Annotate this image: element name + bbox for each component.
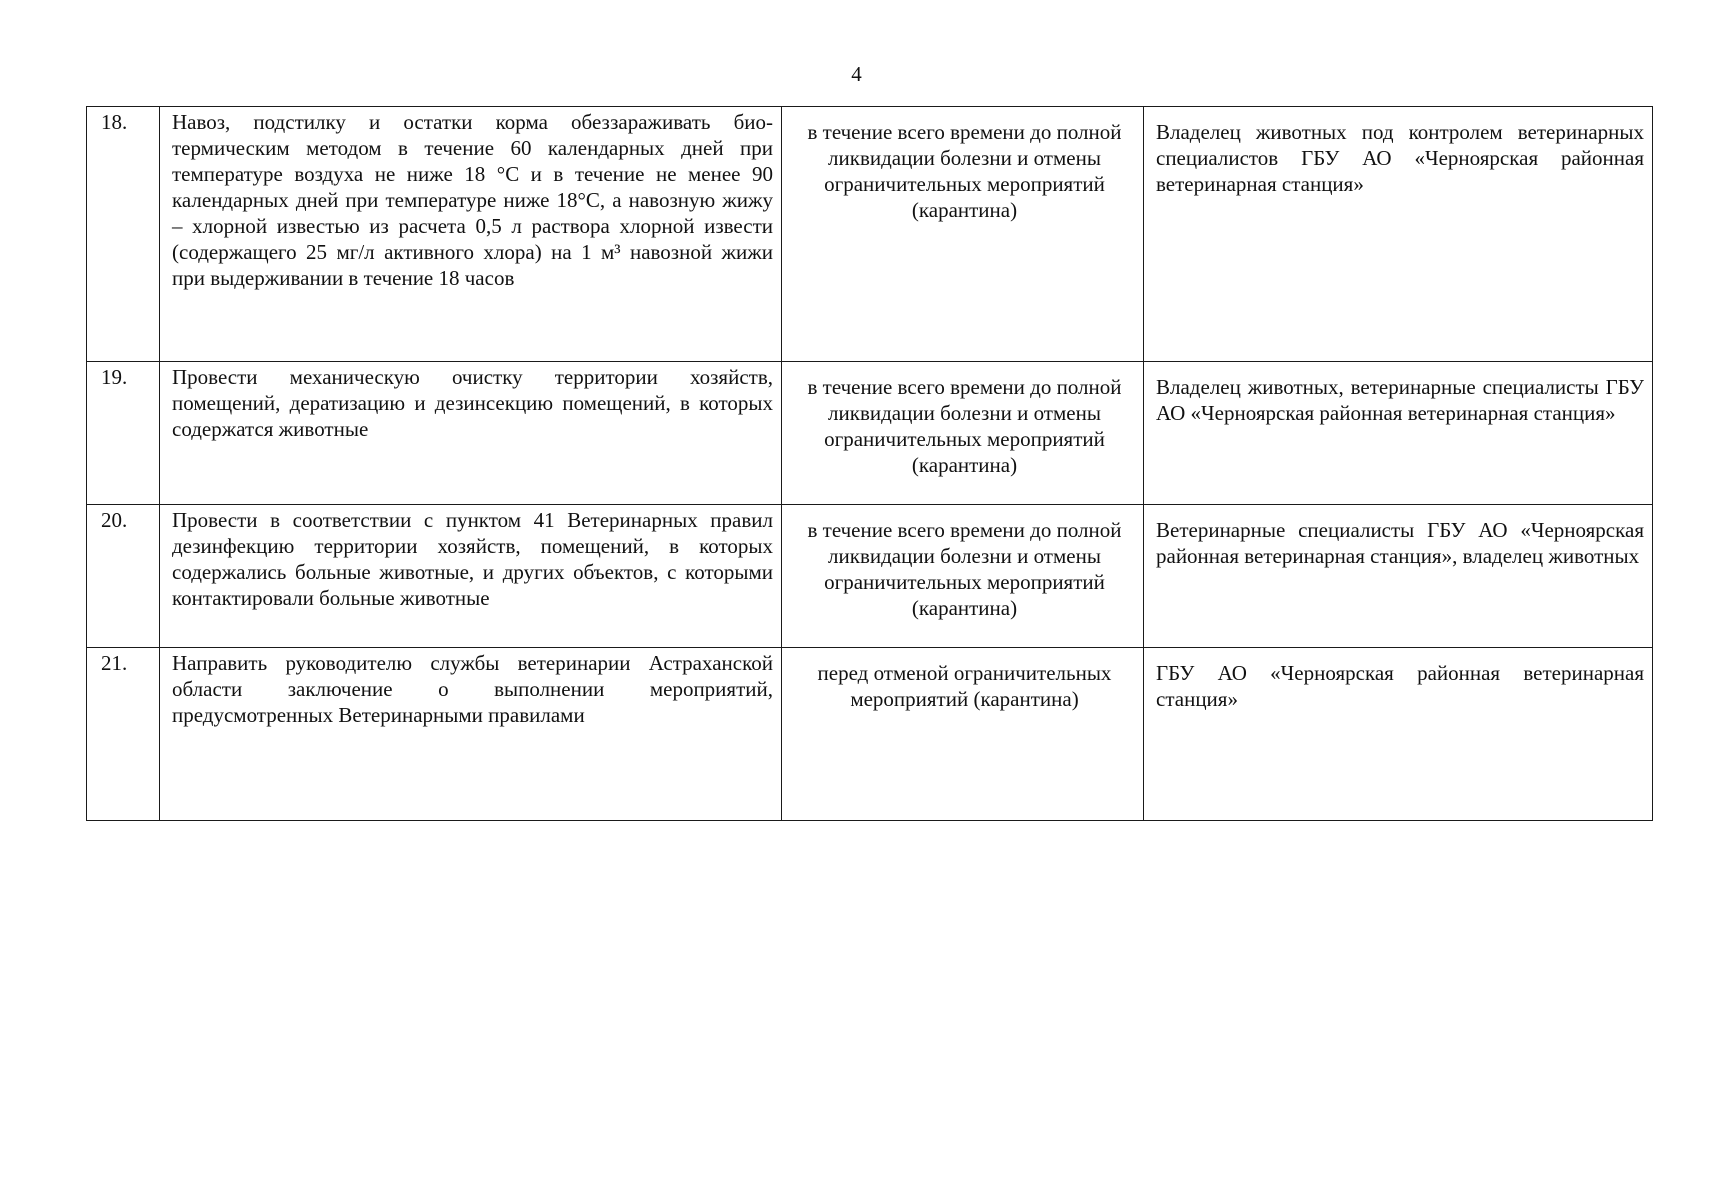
action-cell: Навоз, подстилку и остатки корма обеззараживать биотермическим методом в течение 60 календарных дней при температуре воздуха не ниже 18 °С и в течение не менее 90 календарных дней при температуре ниже 18°С, а навозную жижу – хлорной известью из расчета 0,5 л раствора хлорной извести (содержащего 25 мг/л активного хлора) на 1 м³ навозной жижи при выдерживании в течение 18 часов <box>160 107 782 362</box>
responsible-cell: Ветеринарные специалисты ГБУ АО «Черноярская районная ветеринарная станция», владелец животных <box>1144 505 1653 648</box>
table-row <box>87 107 1653 362</box>
page-number: 4 <box>851 62 862 86</box>
action-cell: Провести механическую очистку территории хозяйств, помещений, дератизацию и дезинсекцию помещений, в которых содержатся животные <box>160 362 782 505</box>
measures-table <box>86 106 1653 821</box>
responsible-cell: Владелец животных под контролем ветеринарных специалистов ГБУ АО «Черноярская районная ветеринарная станция» <box>1144 107 1653 362</box>
responsible-cell: Владелец животных, ветеринарные специалисты ГБУ АО «Черноярская районная ветеринарная станция» <box>1144 362 1653 505</box>
table-row <box>87 648 1653 821</box>
action-cell: Провести в соответствии с пунктом 41 Ветеринарных правил дезинфекцию территории хозяйств, помещений, в которых содержались больные животные, и других объектов, с которыми контактировали больные животные <box>160 505 782 648</box>
table-row <box>87 505 1653 648</box>
row-number: 20. <box>87 505 160 648</box>
action-cell: Направить руководителю службы ветеринарии Астраханской области заключение о выполнении мероприятий, предусмотренных Ветеринарными правилами <box>160 648 782 821</box>
term-cell: в течение всего времени до полной ликвидации болезни и отмены ограничительных мероприятий (карантина) <box>782 107 1144 362</box>
responsible-cell: ГБУ АО «Черноярская районная ветеринарная станция» <box>1144 648 1653 821</box>
term-cell: перед отменой ограничительных мероприятий (карантина) <box>782 648 1144 821</box>
row-number: 18. <box>87 107 160 362</box>
term-cell: в течение всего времени до полной ликвидации болезни и отмены ограничительных мероприятий (карантина) <box>782 362 1144 505</box>
row-number: 21. <box>87 648 160 821</box>
row-number: 19. <box>87 362 160 505</box>
term-cell: в течение всего времени до полной ликвидации болезни и отмены ограничительных мероприятий (карантина) <box>782 505 1144 648</box>
table-row <box>87 362 1653 505</box>
